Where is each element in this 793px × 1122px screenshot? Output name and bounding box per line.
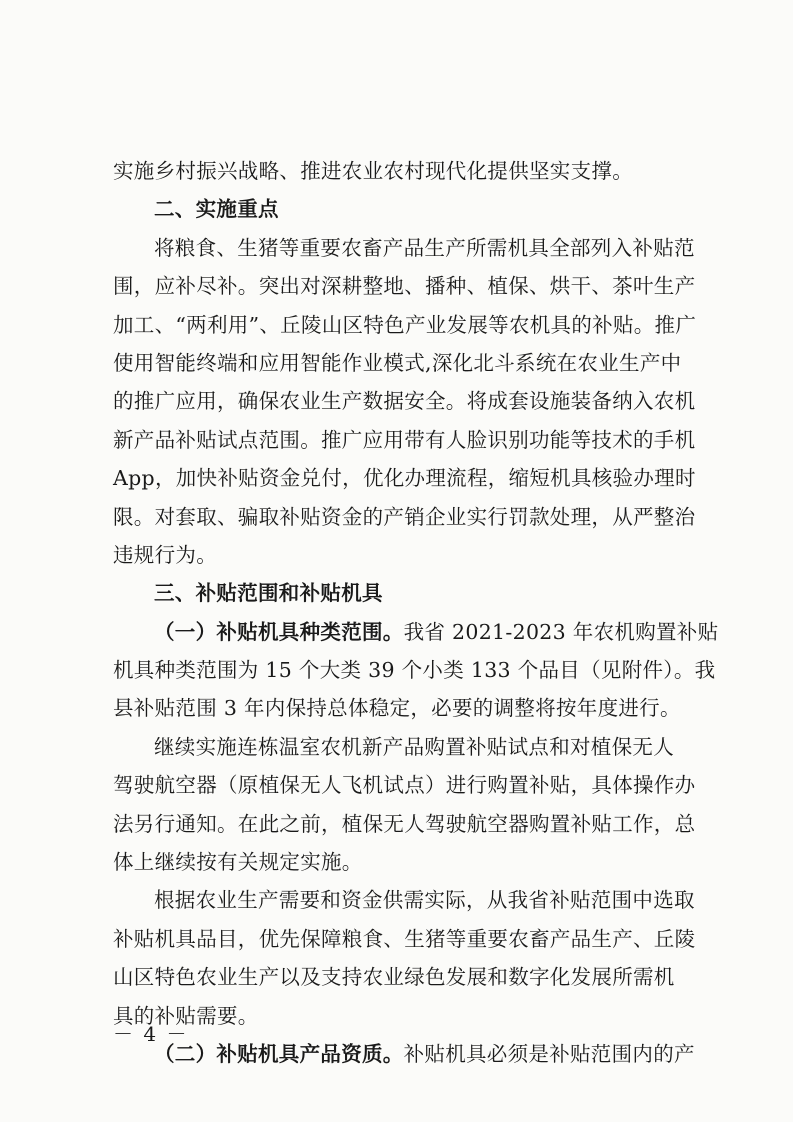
paragraph-line	[113, 1035, 695, 1073]
paragraph-line	[113, 613, 719, 651]
paragraph-line: 继续实施连栋温室农机新产品购置补贴试点和对植保无人	[154, 734, 674, 759]
paragraph-line: 驾驶航空器（原植保无人飞机试点）进行购置补贴，具体操作办	[113, 773, 696, 798]
paragraph-line: 实施乡村振兴战略、推进农业农村现代化提供坚实支撑。	[113, 159, 633, 183]
subsection-heading-1: （一）补贴机具种类范围。	[154, 619, 404, 644]
paragraph-line: App，加快补贴资金兑付，优化办理流程，缩短机具核验办理时	[113, 466, 696, 491]
paragraph-line: 法另行通知。在此之前，植保无人驾驶航空器购置补贴工作，总	[113, 811, 696, 836]
section-heading-3: 三、补贴范围和补贴机具	[154, 581, 383, 606]
section-heading-2: 二、实施重点	[154, 197, 279, 222]
paragraph-line: 使用智能终端和应用智能作业模式,深化北斗系统在农业生产中	[113, 350, 682, 375]
paragraph-line: 山区特色农业生产以及支持农业绿色发展和数字化发展所需机	[113, 965, 675, 990]
paragraph-line: 补贴机具品目，优先保障粮食、生猪等重要农畜产品生产、丘陵	[113, 926, 696, 951]
paragraph-line: 的推广应用，确保农业生产数据安全。将成套设施装备纳入农机	[113, 389, 696, 414]
paragraph-line: 加工、“两利用”、丘陵山区特色产业发展等农机具的补贴。推广	[113, 312, 697, 337]
paragraph-line: 根据农业生产需要和资金供需实际，从我省补贴范围中选取	[154, 888, 695, 913]
paragraph-line: 围，应补尽补。突出对深耕整地、播种、植保、烘干、茶叶生产	[113, 274, 696, 299]
paragraph-line: 具的补贴需要。	[113, 1003, 259, 1028]
paragraph-line: 将粮食、生猪等重要农畜产品生产所需机具全部列入补贴范	[154, 235, 695, 260]
paragraph-line: 县补贴范围 3 年内保持总体稳定，必要的调整将按年度进行。	[113, 696, 681, 721]
page-number: － 4 －	[113, 1022, 189, 1046]
paragraph-text: 我省 2021-2023 年农机购置补贴	[403, 619, 719, 644]
paragraph-line: 体上继续按有关规定实施。	[113, 850, 363, 875]
paragraph-line: 违规行为。	[113, 542, 217, 567]
paragraph-text: 补贴机具必须是补贴范围内的产	[403, 1041, 695, 1066]
body-text	[113, 152, 719, 1073]
paragraph-line: 限。对套取、骗取补贴资金的产销企业实行罚款处理，从严整治	[113, 504, 696, 529]
paragraph-line: 机具种类范围为 15 个大类 39 个小类 133 个品目（见附件）。我	[113, 658, 716, 683]
paragraph-line: 新产品补贴试点范围。推广应用带有人脸识别功能等技术的手机	[113, 427, 696, 452]
subsection-heading-2: （二）补贴机具产品资质。	[154, 1041, 404, 1066]
